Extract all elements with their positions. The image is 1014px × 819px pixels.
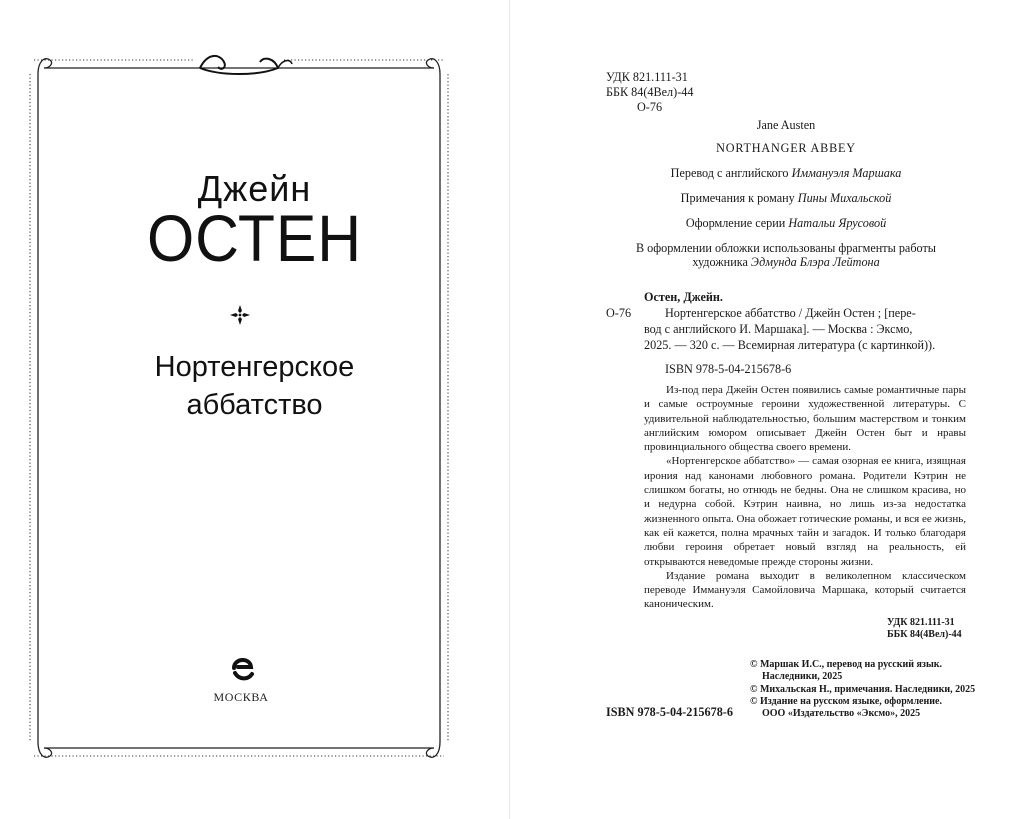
eksmo-logo-icon	[226, 652, 256, 684]
author-mark: О-76	[637, 100, 663, 114]
entry-line-3: 2025. — 320 с. — Всемирная литература (с картинкой)).	[644, 338, 936, 352]
fleuron-icon	[229, 304, 251, 326]
cover-credit-line-2	[606, 255, 966, 270]
design-credit	[606, 216, 966, 231]
notes-credit	[606, 191, 966, 206]
cover-credit-line-1: В оформлении обложки использованы фрагменты работы	[636, 241, 936, 255]
annotation-paragraph-3: Издание романа выходит в великолепном классическом переводе Иммануэля Самойловича Маршака, который считается каноническим.	[644, 569, 966, 611]
annotation-paragraph-1: Из-под пера Джейн Остен появились самые романтичные пары и самые остроумные героини художественной литературы. С удивительной наблюдательностью, большим мастерством и тонким английским юмором описывает Джейн Остен быт и нравы провинциального общества своего времени.	[644, 384, 966, 454]
designer-name: Натальи Ярусовой	[788, 216, 887, 230]
annotation	[644, 383, 966, 612]
book-title-line-2: аббатство	[186, 389, 323, 421]
translation-credit	[606, 166, 966, 181]
cover-credit-prefix: художника	[692, 255, 751, 269]
author-first-name: Джейн	[197, 168, 312, 209]
entry-mark: О-76	[606, 306, 632, 320]
annotation-paragraph-2: «Нортенгерское аббатство» — самая озорная ее книга, изящная ирония над канонами любовного романа. Родители Кэтрин не слишком богаты, но отнюдь не бедны. Она не слишком красива, но и недурна собой. Кэтрин наивна, но лишь из-за недостатка жизненного опыта. Она обожает готические романы, и вся ее жизнь, как ей кажется, полна мрачных тайн и загадок. И только благодаря любви героиня обретает новый взгляд на реальность, ей открываются неведомые прежде стороны жизни.	[644, 455, 966, 568]
copyright-notes: © Михальская Н., примечания. Наследники, 2025	[750, 684, 976, 695]
translator-name: Иммануэля Маршака	[791, 166, 902, 180]
design-prefix: Оформление серии	[685, 216, 789, 230]
entry-line-2: вод с английского И. Маршака]. — Москва : Эксмо,	[644, 322, 913, 336]
copyright-translation: © Маршак И.С., перевод на русский язык.	[750, 659, 943, 670]
entry-isbn: ISBN 978-5-04-215678-6	[665, 362, 792, 376]
entry-heading: Остен, Джейн.	[644, 290, 723, 304]
notes-author: Пины Михальской	[797, 191, 892, 205]
udk-code: УДК 821.111-31	[606, 70, 688, 84]
cover-artist: Эдмунда Блэра Лейтона	[750, 255, 880, 269]
original-author: Jane Austen	[756, 118, 816, 132]
footer-bbk: ББК 84(4Вел)-44	[887, 629, 962, 640]
entry-line-1: Нортенгерское аббатство / Джейн Остен ; [пере-	[665, 306, 916, 320]
copyright-translation-heirs: Наследники, 2025	[762, 671, 843, 682]
bbk-code: ББК 84(4Вел)-44	[606, 85, 694, 99]
original-title: NORTHANGER ABBEY	[716, 141, 856, 155]
author-last-name: ОСТЕН	[146, 201, 363, 275]
copyright-edition: © Издание на русском языке, оформление.	[750, 696, 942, 707]
footer-udk: УДК 821.111-31	[887, 617, 955, 628]
translation-prefix: Перевод с английского	[670, 166, 792, 180]
notes-prefix: Примечания к роману	[680, 191, 798, 205]
isbn-bottom: ISBN 978-5-04-215678-6	[606, 705, 733, 719]
copyright-publisher: ООО «Издательство «Эксмо», 2025	[762, 708, 921, 719]
book-title-line-1: Нортенгерское	[154, 351, 355, 383]
book-title	[0, 348, 509, 424]
publisher-city: МОСКВА	[213, 690, 269, 704]
